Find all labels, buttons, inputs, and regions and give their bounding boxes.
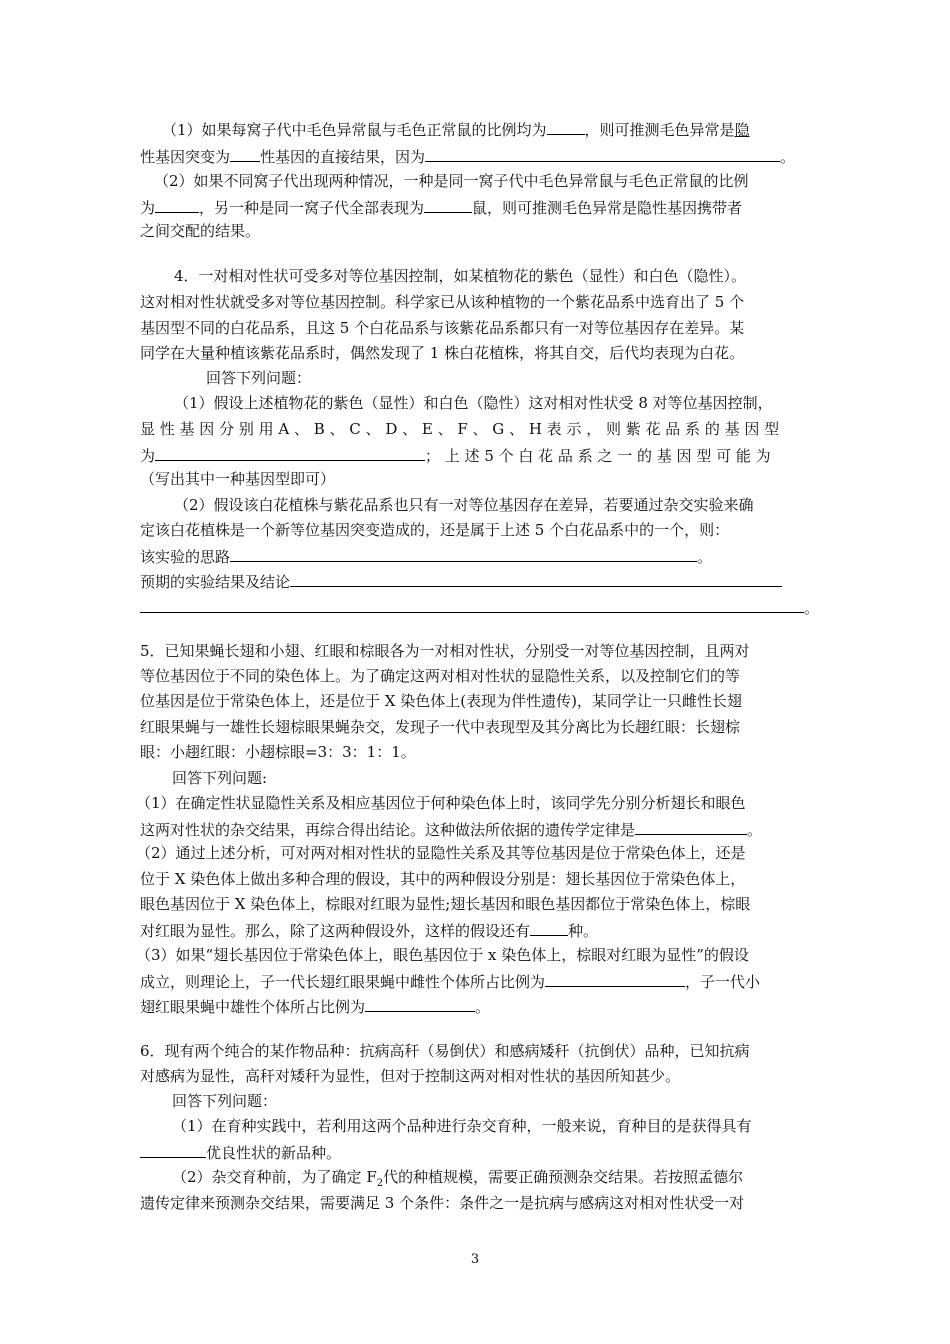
q3-part1-line1: （1）如果每窝子代中毛色异常鼠与毛色正常鼠的比例均为 ，则可推测毛色异常是隐 (162, 118, 750, 140)
answer-blank[interactable] (365, 995, 475, 1012)
q5-line6: 回答下列问题: (172, 769, 268, 787)
q5-sub2-line3: 眼色基因位于 X 染色体上，棕眼对红眼为显性;翅长基因和眼色基因都位于常染色体上，棕眼 (140, 895, 751, 913)
q6-sub2-line2: 遗传定律来预测杂交结果，需要满足 3 个条件：条件之一是抗病与感病这对相对性状受一对 (140, 1194, 745, 1212)
q5-sub1-line2: 这两对性状的杂交结果，再综合得出结论。这种做法所依据的遗传学定律是 。 (140, 818, 762, 840)
page-number: 3 (470, 1252, 480, 1267)
answer-blank[interactable] (155, 444, 425, 461)
q4-sub2-line3: 该实验的思路 。 (140, 545, 712, 567)
q4-line1: 4．一对相对性状可受多对等位基因控制，如某植物花的紫色（显性）和白色（隐性）。 (174, 267, 747, 285)
q6-sub2-line1: （2）杂交育种前，为了确定 $F_2$代的种植规模，需要正确预测杂交结果。若按照孟德尔 (172, 1168, 744, 1189)
answer-blank[interactable] (230, 145, 260, 162)
q5-sub2-line4: 对红眼为显性。那么，除了这两种假设外，这样的假设还有 种。 (140, 919, 598, 941)
answer-blank[interactable] (547, 118, 585, 135)
q5-line5: 眼：小趐红眼：小趐棕眼=3：3：1：1。 (140, 743, 416, 761)
q4-sub1-line1: （1）假设上述植物花的紫色（显性）和白色（隐性）这对相对性状受 8 对等位基因控制， (174, 394, 773, 412)
q5-sub2-line1: （2）通过上述分析，可对两对相对性状的显隐性关系及其等位基因是位于常染色体上，还是 (136, 844, 746, 862)
answer-blank[interactable] (140, 596, 804, 613)
q4-line4: 同学在大量种植该紫花品系时，偶然发现了 1 株白花植株，将其自交，后代均表现为白花。 (140, 344, 745, 362)
q3-part1-line2: 性基因突变为 性基因的直接结果，因为 。 (140, 145, 795, 167)
q6-line3: 回答下列问题： (172, 1092, 278, 1110)
answer-blank[interactable] (635, 818, 747, 835)
answer-blank[interactable] (230, 545, 697, 562)
q4-sub1-line3: 为 ； 上 述 5 个 白 花 品 系 之 一 的 基 因 型 可 能 为 (140, 444, 771, 466)
q3-part2-line1: （2）如果不同窝子代出现两种情况，一种是同一窝子代中毛色异常鼠与毛色正常鼠的比例 (154, 172, 749, 190)
q4-sub1-line2: 显 性 基 因 分 别 用 A 、 B 、 C 、 D 、 E 、 F 、 G 、 H 表 示 ， 则 紫 花 品 系 的 基 因 型 (140, 420, 780, 438)
q6-sub1-line2: 优良性状的新品种。 (140, 1141, 341, 1163)
q4-sub2-line4: 预期的实验结果及结论 (140, 570, 782, 592)
q5-sub3-line3: 翅红眼果蝇中雄性个体所占比例为 。 (140, 995, 490, 1017)
answer-blank[interactable] (155, 196, 199, 213)
q4-sub2-line1: （2）假设该白花植株与紫花品系也只有一对等位基因存在差异，若要通过杂交实验来确 (174, 496, 754, 514)
answer-blank[interactable] (424, 196, 472, 213)
q5-line3: 位基因是位于常染色体上，还是位于 X 染色体上(表现为伴性遗传)，某同学让一只雌性长翅 (140, 692, 742, 710)
q6-line2: 对感病为显性，高秆对矮秆为显性，但对于控制这两对相对性状的基因所知甚少。 (140, 1067, 681, 1085)
q5-line1: 5．已知果蝇长翅和小翅、红眼和棕眼各为一对相对性状，分别受一对等位基因控制，且两对 (140, 642, 750, 660)
answer-blank[interactable] (545, 970, 685, 987)
q4-line3: 基因型不同的白花品系，且这 5 个白花品系与该紫花品系都只有一对等位基因存在差异。某 (140, 319, 745, 337)
answer-blank[interactable] (140, 1141, 206, 1158)
answer-blank[interactable] (530, 919, 568, 936)
answer-blank[interactable] (290, 570, 782, 587)
q4-sub1-line4: （写出其中一种基因型即可） (140, 470, 336, 488)
q5-sub3-line2: 成立，则理论上，子一代长翅红眼果蝇中雌性个体所占比例为 ，子一代小 (140, 970, 760, 992)
q4-sub2-line5: 。 (140, 596, 819, 618)
q5-line4: 红眼果蝇与一雄性长翅棕眼果蝇杂交，发现子一代中表现型及其分离比为长趐红眼：长翅棕 (140, 718, 741, 736)
q4-line2: 这对相对性状就受多对等位基因控制。科学家已从该种植物的一个紫花品系中选育出了 5 个 (140, 293, 745, 311)
q5-sub1-line1: （1）在确定性状显隐性关系及相应基因位于何种染色体上时，该同学先分别分析翅长和眼色 (136, 794, 746, 812)
q5-sub2-line2: 位于 X 染色体上做出多种合理的假设，其中的两种假设分别是：翅长基因位于常染色体上， (140, 870, 746, 888)
q3-part2-line3: 之间交配的结果。 (140, 222, 261, 240)
q4-line5: 回答下列问题： (206, 369, 312, 387)
q5-sub3-line1: （3）如果“翅长基因位于常染色体上，眼色基因位于 x 染色体上，棕眼对红眼为显性”的假设 (136, 946, 749, 964)
q6-sub1-line1: （1）在育种实践中，若利用这两个品种进行杂交育种，一般来说，育种目的是获得具有 (172, 1117, 752, 1135)
q6-line1: 6．现有两个纯合的某作物品种：抗病高秆（易倒伏）和感病矮秆（抗倒伏）品种，已知抗病 (140, 1042, 750, 1060)
q5-line2: 等位基因位于不同的染色体上。为了确定这两对相对性状的显隐性关系，以及控制它们的等 (140, 667, 741, 685)
q3-part2-line2: 为 ，另一种是同一窝子代全部表现为 鼠，则可推测毛色异常是隐性基因携带者 (140, 196, 742, 218)
q4-sub2-line2: 定该白花植株是一个新等位基因突变造成的，还是属于上述 5 个白花品系中的一个，则： (140, 521, 730, 539)
answer-blank[interactable] (425, 145, 780, 162)
